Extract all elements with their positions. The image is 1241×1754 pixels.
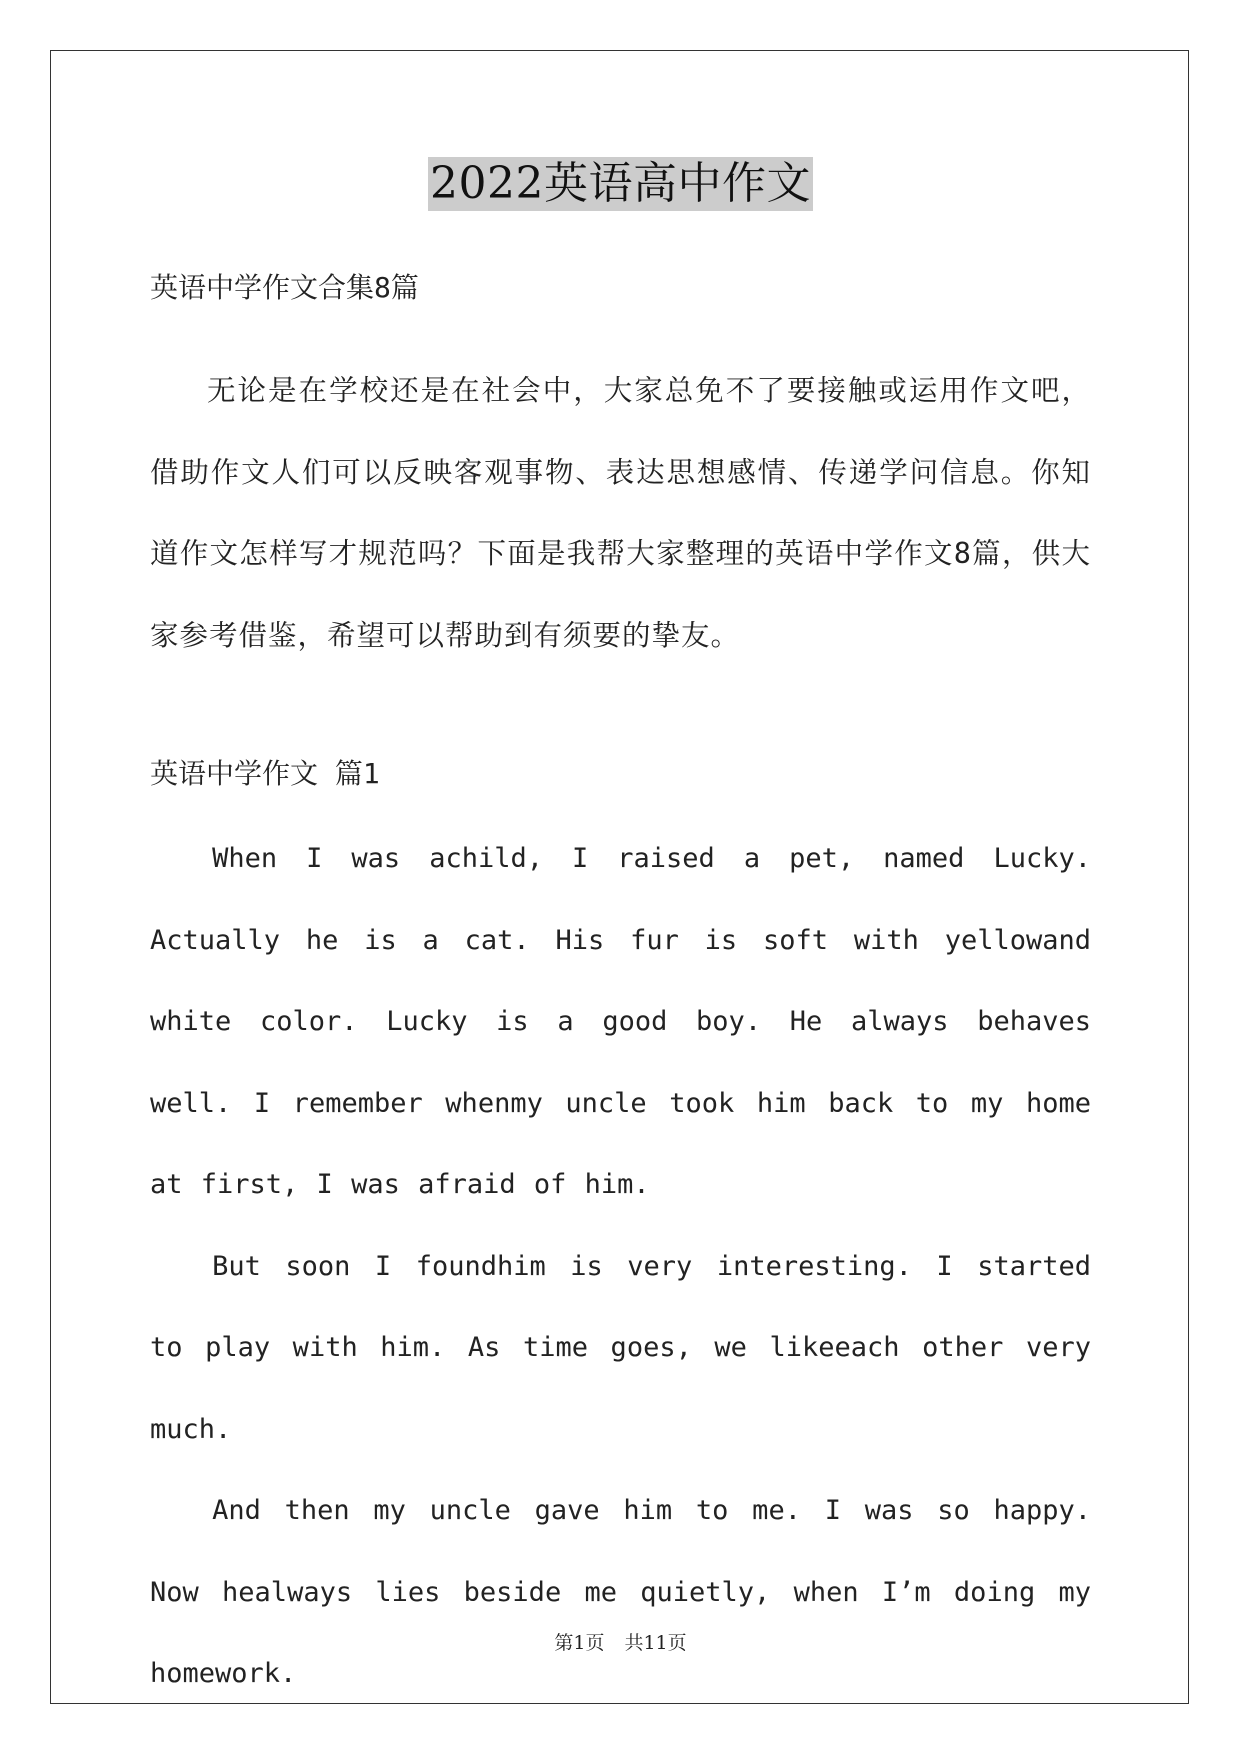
essay-paragraph: And then my uncle gave him to me. I was so happy. Now healways lies beside me quietly, when I’m doing my homework.	[150, 1495, 1091, 1689]
intro-paragraph: 无论是在学校还是在社会中，大家总免不了要接触或运用作文吧，借助作文人们可以反映客观事物、表达思想感情、传递学问信息。你知道作文怎样写才规范吗？下面是我帮大家整理的英语中学作文8篇，供大家参考借鉴，希望可以帮助到有须要的挚友。	[150, 374, 1091, 652]
essay-body	[150, 818, 1091, 1715]
page-number-total: 共11页	[624, 1632, 687, 1654]
section-heading: 英语中学作文 篇1	[150, 757, 380, 790]
page-number-current: 第1页	[554, 1632, 605, 1654]
page-footer	[0, 1628, 1241, 1655]
essay-paragraph: But soon I foundhim is very interesting. I started to play with him. As time goes, we likeeach other very much.	[150, 1250, 1091, 1445]
essay-paragraph: When I was achild, I raised a pet, named Lucky. Actually he is a cat. His fur is soft with yellowand white color. Lucky is a good boy. He always behaves well. I remember whenmy uncle took him back to my home at first, I was afraid of him.	[150, 843, 1091, 1200]
document-subtitle: 英语中学作文合集8篇	[150, 271, 419, 304]
title-container	[0, 157, 1241, 211]
document-title: 2022英语高中作文	[430, 158, 811, 209]
